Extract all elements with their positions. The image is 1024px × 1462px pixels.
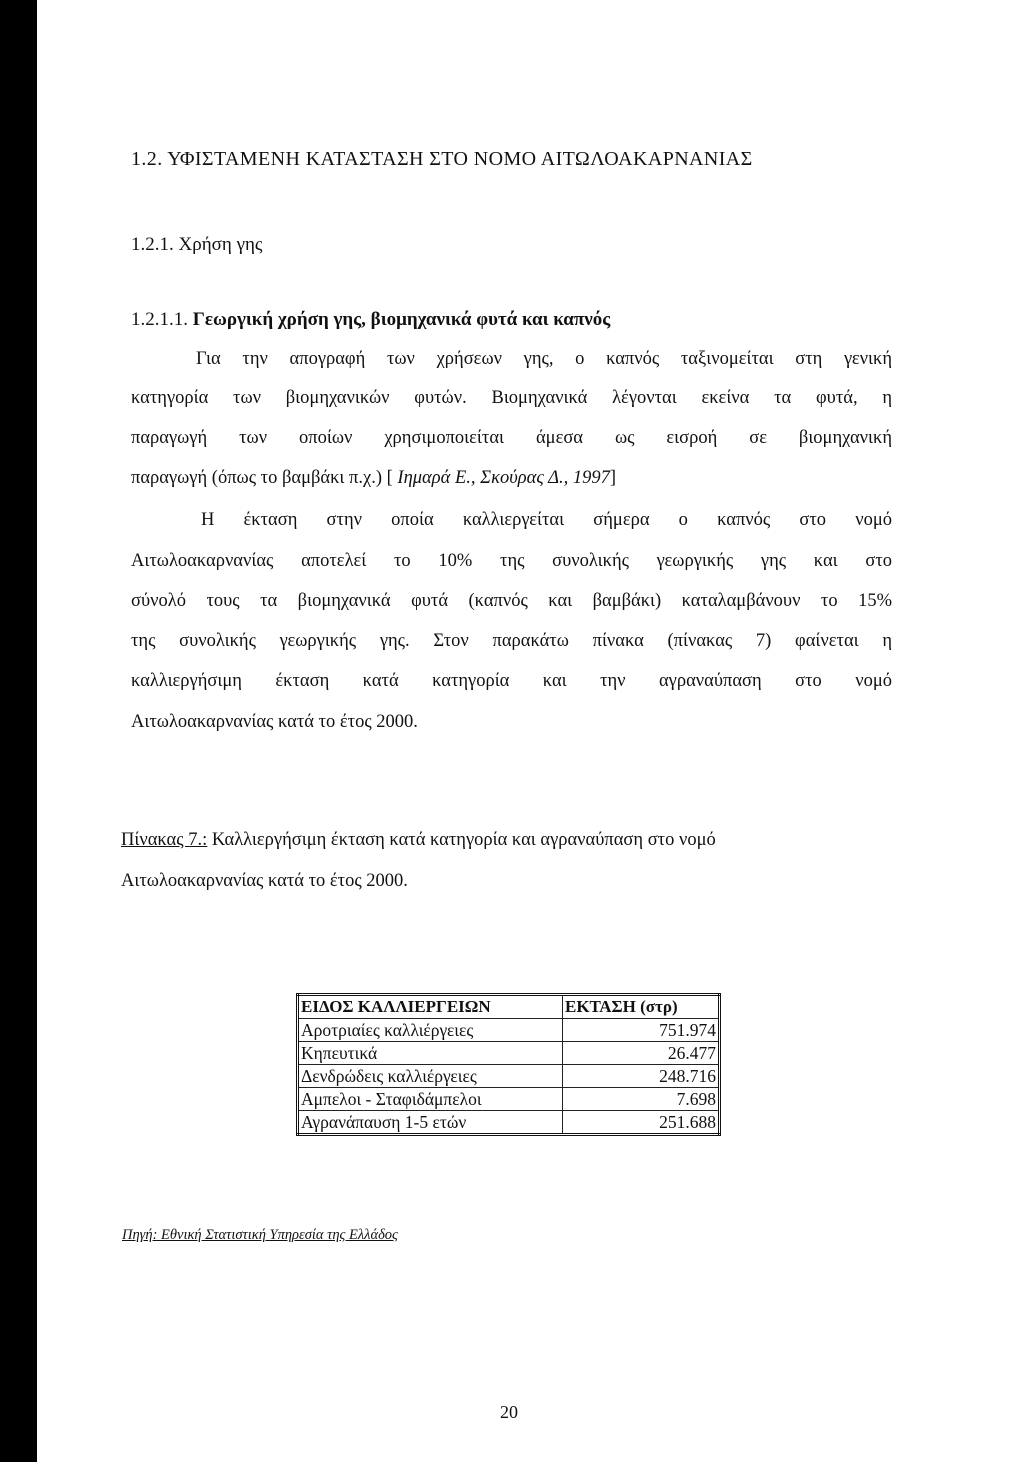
paragraph-2-line: Η έκταση στην οποία καλλιεργείται σήμερα ο καπνός στο νομό: [201, 510, 892, 530]
margin-mark: [33, 604, 36, 652]
table-cell: Αροτριαίες καλλιέργειες: [298, 1019, 563, 1042]
margin-mark: [33, 385, 36, 542]
table-cell: 26.477: [563, 1042, 720, 1065]
table-caption: [121, 830, 716, 851]
paragraph-text: παραγωγή (όπως το βαμβάκι π.χ.) [: [131, 468, 393, 488]
paragraph-1-line: κατηγορία των βιομηχανικών φυτών. Βιομηχανικά λέγονται εκείνα τα φυτά, η: [131, 388, 892, 408]
table-caption-continued: Αιτωλοακαρνανίας κατά το έτος 2000.: [121, 871, 408, 891]
subsubsection-heading: [131, 309, 610, 331]
table-header-row: [298, 995, 720, 1019]
column-header: ΕΙΔΟΣ ΚΑΛΛΙΕΡΓΕΙΩΝ: [298, 995, 563, 1019]
table-row: [298, 1019, 720, 1042]
table-cell: Κηπευτικά: [298, 1042, 563, 1065]
subsubsection-number: 1.2.1.1.: [131, 309, 188, 330]
table-cell: 7.698: [563, 1088, 720, 1111]
table-row: [298, 1111, 720, 1135]
land-use-table: [296, 993, 721, 1136]
table-cell: 248.716: [563, 1065, 720, 1088]
table-cell: Αμπελοι - Σταφιδάμπελοι: [298, 1088, 563, 1111]
table-caption-text: Καλλιεργήσιμη έκταση κατά κατηγορία και αγραναύπαση στο νομό: [211, 830, 716, 850]
table-row: [298, 1042, 720, 1065]
table-cell: 251.688: [563, 1111, 720, 1135]
column-header: ΕΚΤΑΣΗ (στρ): [563, 995, 720, 1019]
citation: Ιημαρά Ε., Σκούρας Δ., 1997: [397, 468, 610, 488]
paragraph-2-line: της συνολικής γεωργικής γης. Στον παρακάτω πίνακα (πίνακας 7) φαίνεται η: [131, 631, 892, 651]
section-heading: 1.2. ΥΦΙΣΤΑΜΕΝΗ ΚΑΤΑΣΤΑΣΗ ΣΤΟ ΝΟΜΟ ΑΙΤΩΛΟΑΚΑΡΝΑΝΙΑΣ: [131, 148, 753, 170]
table-cell: Δενδρώδεις καλλιέργειες: [298, 1065, 563, 1088]
table-source: Πηγή: Εθνική Στατιστική Υπηρεσία της Ελλάδος: [122, 1227, 398, 1243]
paragraph-2-line: Αιτωλοακαρνανίας κατά το έτος 2000.: [131, 712, 418, 732]
paragraph-2-line: σύνολό τους τα βιομηχανικά φυτά (καπνός και βαμβάκι) καταλαμβάνουν το 15%: [131, 591, 892, 611]
margin-mark: [33, 35, 36, 330]
table-row: [298, 1088, 720, 1111]
paragraph-text: ]: [609, 468, 617, 488]
paragraph-1-line: [131, 468, 616, 489]
table-caption-label: Πίνακας 7.:: [121, 830, 208, 850]
subsubsection-title: Γεωργική χρήση γης, βιομηχανικά φυτά και καπνός: [192, 309, 611, 330]
paragraph-2-line: καλλιεργήσιμη έκταση κατά κατηγορία και την αγραναύπαση στο νομό: [131, 671, 892, 691]
paragraph-1-line: παραγωγή των οποίων χρησιμοποιείται άμεσα ως εισροή σε βιομηχανική: [131, 428, 892, 448]
table-row: [298, 1065, 720, 1088]
table-cell: Αγρανάπαυση 1-5 ετών: [298, 1111, 563, 1135]
page-number: 20: [500, 1402, 518, 1422]
paragraph-2-line: Αιτωλοακαρνανίας αποτελεί το 10% της συνολικής γεωργικής γης και στο: [131, 551, 892, 571]
paragraph-1-line: Για την απογραφή των χρήσεων γης, ο καπνός ταξινομείται στη γενική: [196, 349, 892, 369]
table-cell: 751.974: [563, 1019, 720, 1042]
subsection-heading: 1.2.1. Χρήση γης: [131, 234, 263, 255]
